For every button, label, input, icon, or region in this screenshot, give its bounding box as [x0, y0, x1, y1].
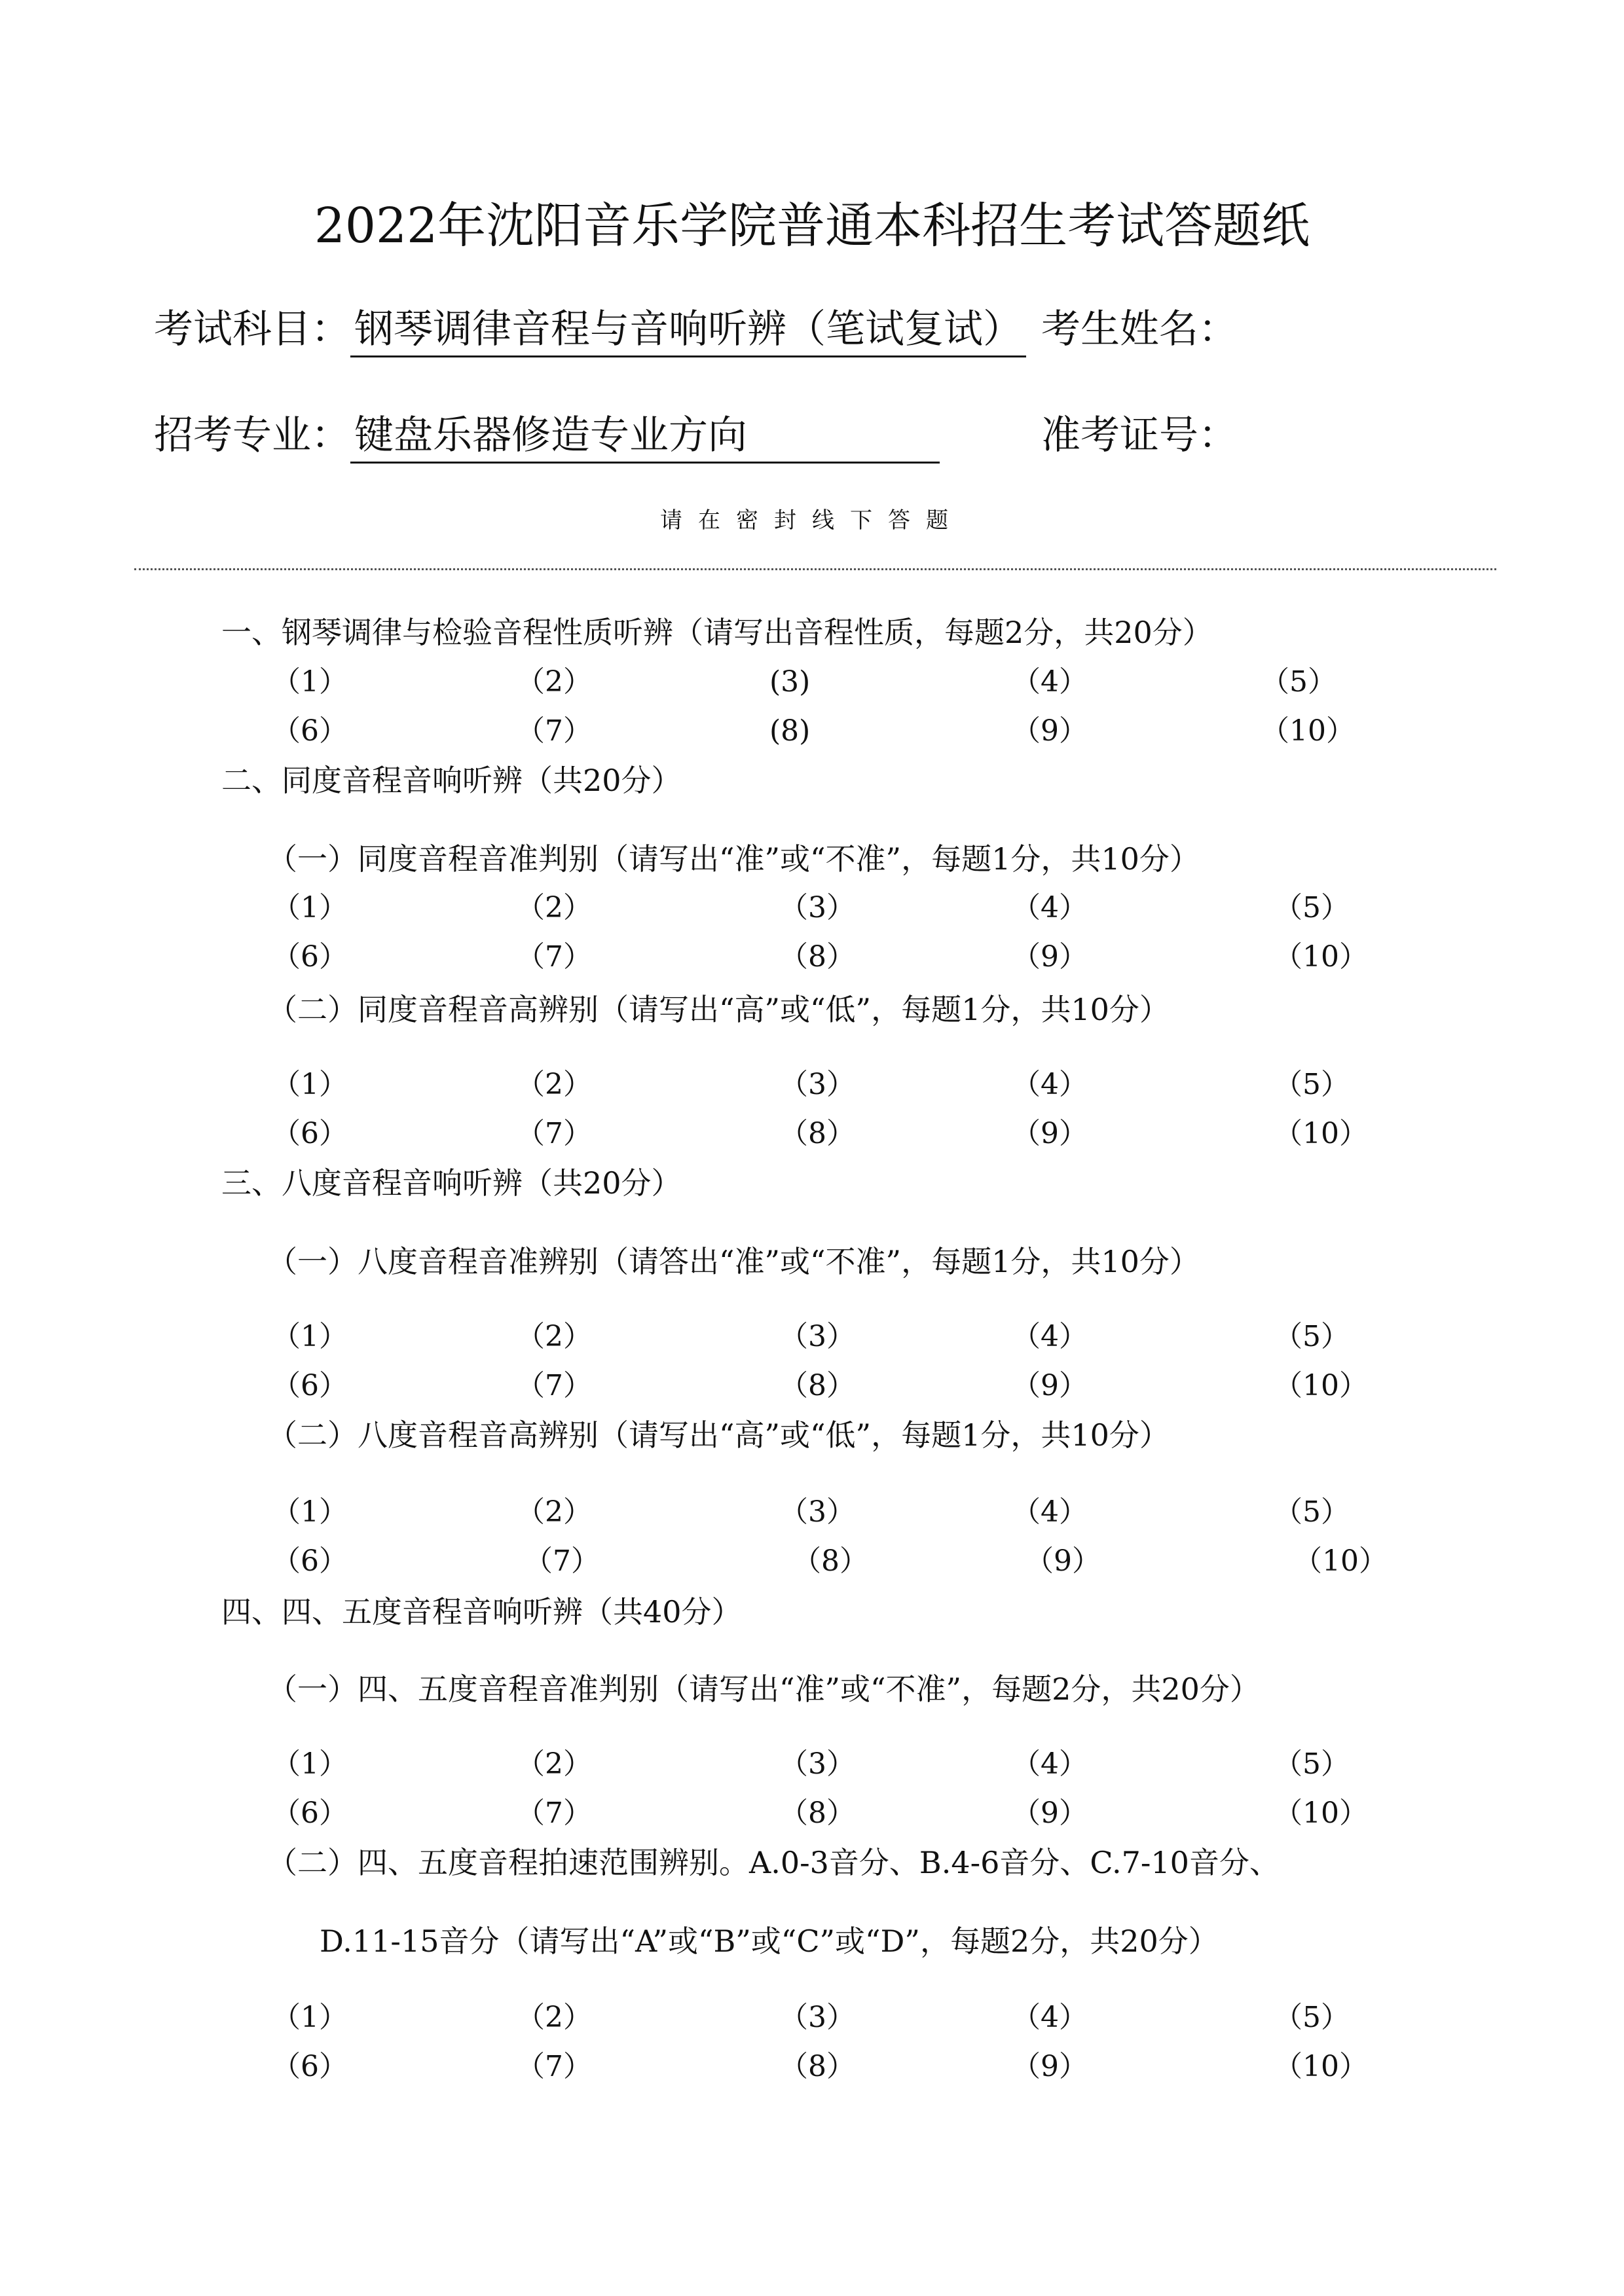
answer-slot[interactable]: （9）: [1012, 714, 1088, 748]
section-4-heading: 四、四、五度音程音响听辨（共40分）: [221, 1594, 742, 1630]
answer-slot[interactable]: （7）: [516, 1369, 592, 1402]
answer-slot[interactable]: （1）: [272, 891, 348, 924]
answer-slot[interactable]: （3）: [779, 1068, 855, 1101]
answer-slot[interactable]: （8）: [779, 2050, 855, 2083]
answer-slot[interactable]: （10）: [1274, 940, 1368, 974]
section-3-sub-1: （一）八度音程音准辨别（请答出“准”或“不准”，每题1分，共10分）: [267, 1244, 1200, 1279]
answer-slot[interactable]: （5）: [1274, 1320, 1350, 1353]
subject-value: 钢琴调律音程与音响听辨（笔试复试）: [350, 306, 1026, 357]
subject-row: [154, 303, 1026, 357]
answer-slot[interactable]: （10）: [1274, 1369, 1368, 1402]
answer-slot[interactable]: （1）: [272, 1320, 348, 1353]
subject-label: 考试科目：: [154, 306, 350, 352]
answer-slot[interactable]: （7）: [516, 714, 592, 748]
answer-slot[interactable]: （10）: [1274, 2050, 1368, 2083]
answer-slot[interactable]: （8）: [792, 1544, 868, 1578]
answer-slot[interactable]: （2）: [516, 1320, 592, 1353]
answer-slot[interactable]: （4）: [1012, 1747, 1088, 1781]
answer-slot[interactable]: （6）: [272, 714, 348, 748]
section-2-heading: 二、同度音程音响听辨（共20分）: [221, 763, 682, 798]
answer-slot[interactable]: （1）: [272, 1068, 348, 1101]
section-3-heading: 三、八度音程音响听辨（共20分）: [221, 1165, 682, 1201]
answer-slot[interactable]: （4）: [1012, 1068, 1088, 1101]
answer-slot[interactable]: （4）: [1012, 1320, 1088, 1353]
answer-slot[interactable]: （3）: [779, 1747, 855, 1781]
section-2-sub-2: （二）同度音程音高辨别（请写出“高”或“低”，每题1分，共10分）: [267, 992, 1170, 1027]
answer-slot[interactable]: （4）: [1012, 2001, 1088, 2034]
answer-slot[interactable]: （9）: [1012, 1796, 1088, 1830]
answer-slot[interactable]: （1）: [272, 665, 348, 699]
section-4-sub-2-line-2: D.11-15音分（请写出“A”或“B”或“C”或“D”，每题2分，共20分）: [320, 1923, 1219, 1959]
answer-slot[interactable]: （9）: [1012, 940, 1088, 974]
major-value: 键盘乐器修造专业方向: [350, 412, 940, 464]
answer-slot[interactable]: （6）: [272, 1369, 348, 1402]
answer-slot[interactable]: （7）: [516, 1117, 592, 1150]
answer-slot[interactable]: （2）: [516, 1747, 592, 1781]
answer-slot[interactable]: （8）: [779, 1369, 855, 1402]
name-label: 考生姓名：: [1041, 306, 1238, 352]
section-3-sub-2: （二）八度音程音高辨别（请写出“高”或“低”，每题1分，共10分）: [267, 1417, 1170, 1453]
answer-slot[interactable]: （5）: [1274, 2001, 1350, 2034]
answer-slot[interactable]: （7）: [516, 1796, 592, 1830]
answer-slot[interactable]: （1）: [272, 1495, 348, 1529]
answer-slot[interactable]: （5）: [1274, 1495, 1350, 1529]
answer-slot[interactable]: （8）: [779, 1796, 855, 1830]
answer-slot[interactable]: （2）: [516, 1495, 592, 1529]
answer-slot[interactable]: （7）: [516, 2050, 592, 2083]
answer-slot[interactable]: （1）: [272, 1747, 348, 1781]
answer-slot[interactable]: （6）: [272, 2050, 348, 2083]
answer-slot[interactable]: （3）: [779, 1495, 855, 1529]
answer-slot[interactable]: （7）: [524, 1544, 600, 1578]
answer-slot[interactable]: （9）: [1012, 1117, 1088, 1150]
answer-slot[interactable]: （2）: [516, 2001, 592, 2034]
answer-slot[interactable]: （1）: [272, 2001, 348, 2034]
answer-slot[interactable]: （3）: [779, 2001, 855, 2034]
answer-slot[interactable]: （6）: [272, 940, 348, 974]
answer-slot[interactable]: （8）: [779, 1117, 855, 1150]
seal-note: 请在密封线下答题: [660, 507, 964, 534]
seal-dotted-line: [134, 568, 1496, 570]
answer-slot[interactable]: （6）: [272, 1117, 348, 1150]
answer-slot[interactable]: （9）: [1025, 1544, 1101, 1578]
answer-slot[interactable]: （10）: [1261, 714, 1355, 748]
answer-slot[interactable]: （10）: [1293, 1544, 1388, 1578]
answer-slot[interactable]: （10）: [1274, 1796, 1368, 1830]
answer-slot[interactable]: （6）: [272, 1544, 348, 1578]
section-2-sub-1: （一）同度音程音准判别（请写出“准”或“不准”，每题1分，共10分）: [267, 841, 1200, 877]
answer-slot[interactable]: （10）: [1274, 1117, 1368, 1150]
answer-slot[interactable]: (8): [769, 714, 811, 748]
major-label: 招考专业：: [154, 412, 350, 458]
answer-slot[interactable]: （5）: [1274, 891, 1350, 924]
answer-slot[interactable]: （7）: [516, 940, 592, 974]
answer-slot[interactable]: (3): [769, 665, 811, 699]
section-1-heading: 一、钢琴调律与检验音程性质听辨（请写出音程性质，每题2分，共20分）: [221, 615, 1213, 650]
section-4-sub-2-line-1: （二）四、五度音程拍速范围辨别。A.0-3音分、B.4-6音分、C.7-10音分、: [267, 1845, 1280, 1880]
section-4-sub-1: （一）四、五度音程音准判别（请写出“准”或“不准”，每题2分，共20分）: [267, 1671, 1260, 1707]
major-row: [154, 409, 940, 464]
answer-slot[interactable]: （3）: [779, 891, 855, 924]
answer-slot[interactable]: （4）: [1012, 891, 1088, 924]
answer-slot[interactable]: （4）: [1012, 1495, 1088, 1529]
answer-slot[interactable]: （9）: [1012, 2050, 1088, 2083]
ticket-label: 准考证号：: [1041, 412, 1238, 458]
answer-slot[interactable]: （2）: [516, 1068, 592, 1101]
answer-slot[interactable]: （5）: [1274, 1747, 1350, 1781]
answer-slot[interactable]: （6）: [272, 1796, 348, 1830]
answer-slot[interactable]: （2）: [516, 891, 592, 924]
answer-slot[interactable]: （5）: [1261, 665, 1337, 699]
answer-slot[interactable]: （9）: [1012, 1369, 1088, 1402]
answer-slot[interactable]: （3）: [779, 1320, 855, 1353]
answer-slot[interactable]: （2）: [516, 665, 592, 699]
answer-slot[interactable]: （8）: [779, 940, 855, 974]
answer-slot[interactable]: （5）: [1274, 1068, 1350, 1101]
answer-slot[interactable]: （4）: [1012, 665, 1088, 699]
page-title: 2022年沈阳音乐学院普通本科招生考试答题纸: [314, 198, 1310, 254]
